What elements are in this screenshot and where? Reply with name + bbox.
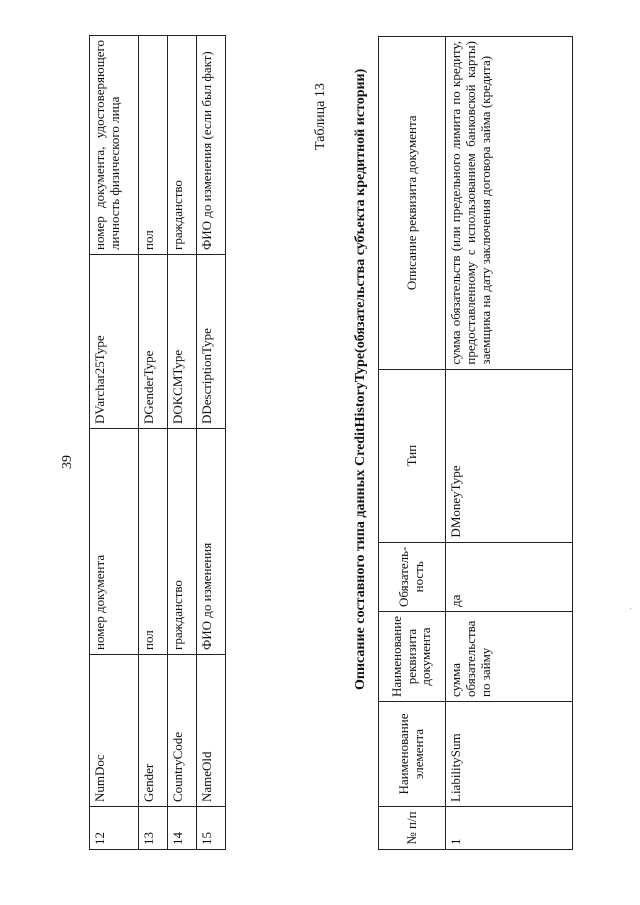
row-number: 12 [90, 807, 139, 850]
header-description: Описание реквизита документа [379, 37, 446, 370]
margin-mark: . [622, 607, 634, 610]
header-element: Наименование элемента [379, 702, 446, 807]
table-row [139, 36, 168, 850]
row-number: 15 [197, 807, 226, 850]
attribute-description: номер документа, удостоверяющего личность физического лица [90, 36, 139, 255]
element-name: Gender [139, 655, 168, 807]
attribute-name: пол [139, 429, 168, 655]
table-row [90, 36, 139, 850]
data-type: DDescriptionType [197, 255, 226, 429]
data-type: DOKCMType [168, 255, 197, 429]
table-header-row [379, 37, 446, 850]
attribute-description: пол [139, 36, 168, 255]
header-num: № п/п [379, 807, 446, 850]
attribute-name: гражданство [168, 429, 197, 655]
header-name: Наименование реквизита документа [379, 612, 446, 702]
attribute-name: ФИО до изменения [197, 429, 226, 655]
table-row [197, 36, 226, 850]
element-name: CountryCode [168, 655, 197, 807]
table-13 [378, 36, 573, 850]
header-required: Обязатель-ность [379, 542, 446, 611]
header-type: Тип [379, 369, 446, 542]
element-name: NumDoc [90, 655, 139, 807]
row-number: 13 [139, 807, 168, 850]
attribute-name: номер документа [90, 429, 139, 655]
data-type: DVarchar25Type [90, 255, 139, 429]
element-name: NameOld [197, 655, 226, 807]
attribute-description: гражданство [168, 36, 197, 255]
required-flag: да [446, 542, 573, 611]
table-number-caption: Таблица 13 [313, 83, 328, 150]
element-name: LiabilitySum [446, 702, 573, 807]
data-type: DGenderType [139, 255, 168, 429]
data-type: DMoneyType [446, 369, 573, 542]
attribute-description: ФИО до изменения (если был факт) [197, 36, 226, 255]
table-title: Описание составного типа данных CreditHistoryType(обязательства субъекта кредитной истории) [353, 68, 368, 690]
page-number: 39 [60, 455, 75, 469]
table-row [168, 36, 197, 850]
continued-table [89, 35, 226, 850]
row-number: 14 [168, 807, 197, 850]
table-row [446, 37, 573, 850]
attribute-description: сумма обязательств (или предельного лимита по кредиту, предоставленному с использованием банковской карты) заемщика на дату заключения договора займа (кредита) [446, 37, 573, 370]
attribute-name: сумма обязательства по займу [446, 612, 573, 702]
row-number: 1 [446, 807, 573, 850]
